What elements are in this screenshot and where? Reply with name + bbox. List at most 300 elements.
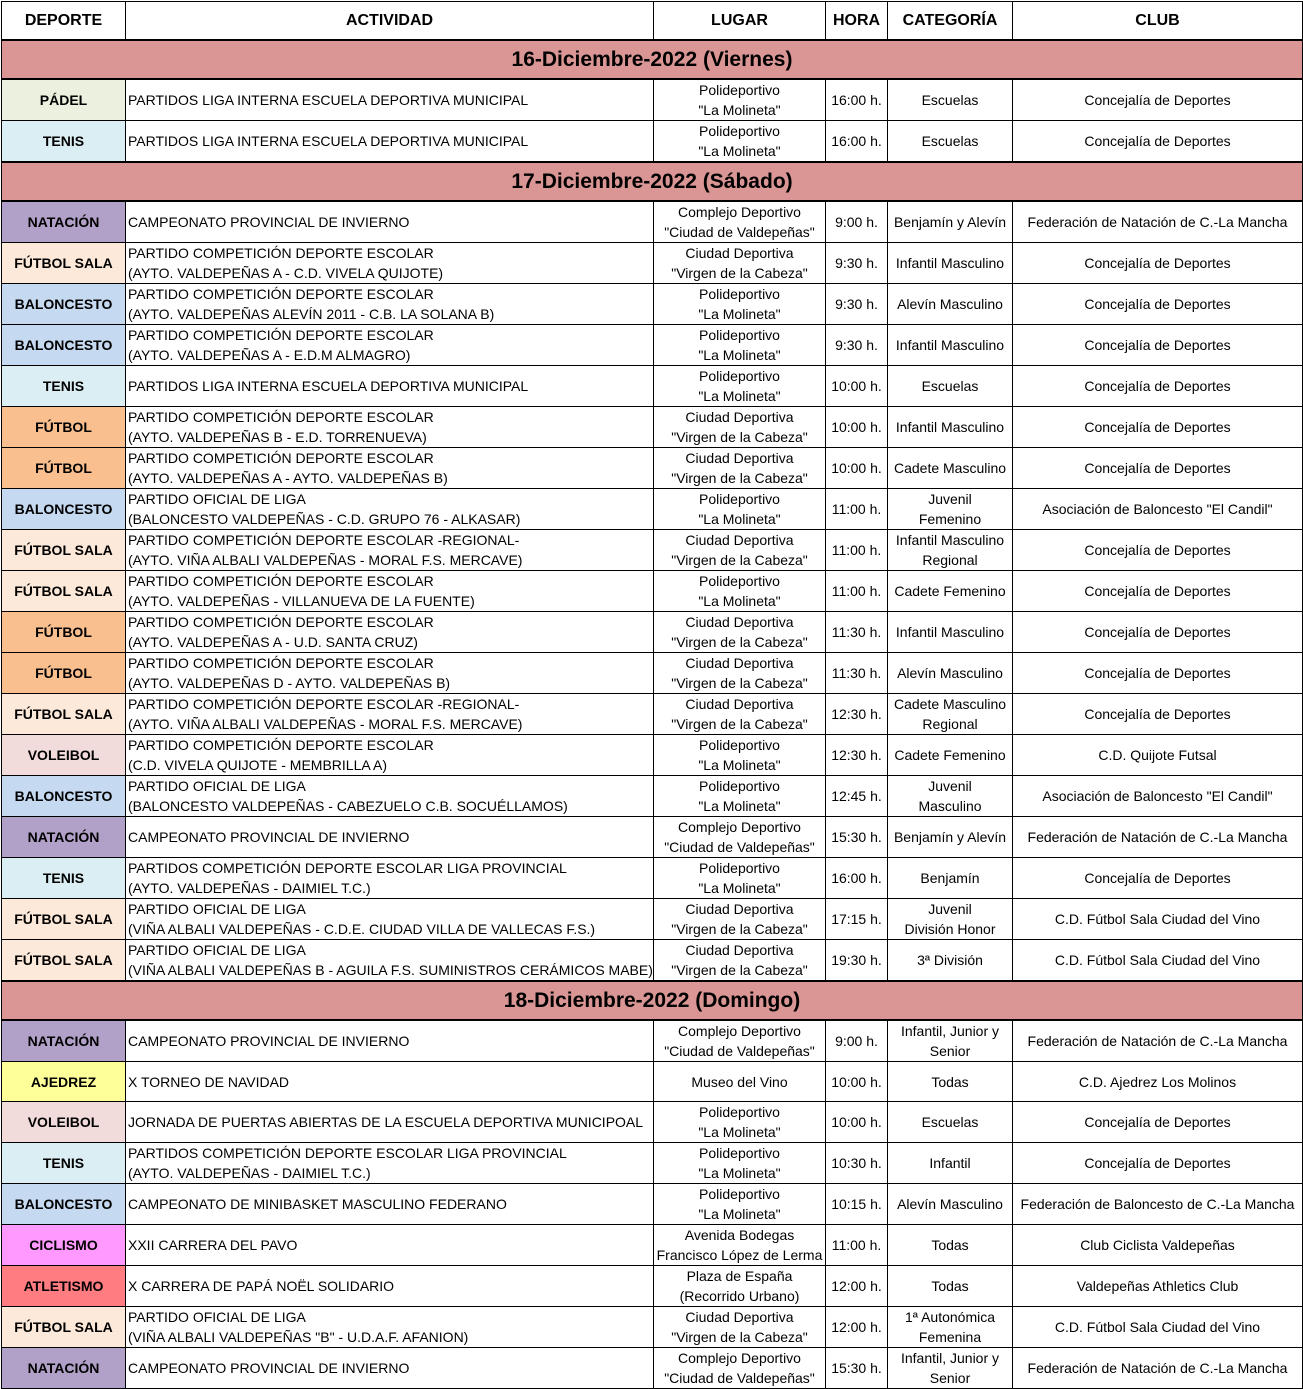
category-cell bbox=[888, 1348, 1013, 1389]
activity-line: (VIÑA ALBALI VALDEPEÑAS - C.D.E. CIUDAD VILLA DE VALLECAS F.S.) bbox=[128, 921, 596, 937]
venue-cell bbox=[654, 448, 826, 489]
activity-line: X TORNEO DE NAVIDAD bbox=[128, 1073, 290, 1090]
table-row bbox=[2, 79, 1303, 121]
sport-cell: FÚTBOL bbox=[2, 407, 126, 448]
table-row bbox=[2, 325, 1303, 366]
venue-line: "Virgen de la Cabeza" bbox=[671, 470, 808, 486]
activity-cell bbox=[126, 121, 654, 163]
category-line: Benjamín y Alevín bbox=[893, 214, 1007, 230]
activity-cell bbox=[126, 366, 654, 407]
club-cell: C.D. Fútbol Sala Ciudad del Vino bbox=[1013, 1307, 1303, 1348]
activity-cell bbox=[126, 817, 654, 858]
time-cell: 11:00 h. bbox=[826, 571, 888, 612]
table-row bbox=[2, 571, 1303, 612]
sport-cell: FÚTBOL bbox=[2, 612, 126, 653]
venue-line: Polideportivo bbox=[699, 860, 780, 876]
sport-cell: TENIS bbox=[2, 1143, 126, 1184]
activity-line: PARTIDO COMPETICIÓN DEPORTE ESCOLAR bbox=[128, 327, 434, 343]
venue-line: Polideportivo bbox=[699, 573, 780, 589]
activity-line: (VIÑA ALBALI VALDEPEÑAS B - AGUILA F.S. SUMINISTROS CERÁMICOS MABE) bbox=[128, 962, 653, 978]
category-cell bbox=[888, 817, 1013, 858]
sport-cell: VOLEIBOL bbox=[2, 1102, 126, 1143]
table-row bbox=[2, 776, 1303, 817]
category-cell bbox=[888, 940, 1013, 982]
venue-line: "La Molineta" bbox=[698, 1206, 781, 1222]
venue-line: Complejo Deportivo bbox=[678, 819, 801, 835]
club-cell: Concejalía de Deportes bbox=[1013, 1143, 1303, 1184]
sport-cell: BALONCESTO bbox=[2, 776, 126, 817]
time-cell: 11:00 h. bbox=[826, 489, 888, 530]
activity-line: (AYTO. VALDEPEÑAS A - U.D. SANTA CRUZ) bbox=[128, 634, 418, 650]
category-line: División Honor bbox=[904, 921, 996, 937]
category-cell bbox=[888, 694, 1013, 735]
header-actividad: ACTIVIDAD bbox=[126, 2, 654, 41]
category-cell bbox=[888, 1266, 1013, 1307]
category-line: Infantil Masculino bbox=[895, 337, 1005, 353]
category-cell bbox=[888, 201, 1013, 243]
sport-cell: FÚTBOL SALA bbox=[2, 899, 126, 940]
time-cell: 12:00 h. bbox=[826, 1307, 888, 1348]
club-cell: Concejalía de Deportes bbox=[1013, 243, 1303, 284]
sport-cell: TENIS bbox=[2, 366, 126, 407]
venue-line: "La Molineta" bbox=[698, 388, 781, 404]
venue-line: "Ciudad de Valdepeñas" bbox=[664, 1370, 815, 1386]
sport-cell: CICLISMO bbox=[2, 1225, 126, 1266]
club-cell: Asociación de Baloncesto "El Candil" bbox=[1013, 776, 1303, 817]
activity-line: PARTIDO COMPETICIÓN DEPORTE ESCOLAR bbox=[128, 450, 434, 466]
club-cell: Asociación de Baloncesto "El Candil" bbox=[1013, 489, 1303, 530]
category-line: Masculino bbox=[918, 798, 982, 814]
venue-line: "Virgen de la Cabeza" bbox=[671, 921, 808, 937]
time-cell: 10:00 h. bbox=[826, 366, 888, 407]
venue-line: "La Molineta" bbox=[698, 880, 781, 896]
time-cell: 12:30 h. bbox=[826, 735, 888, 776]
club-cell: Concejalía de Deportes bbox=[1013, 1102, 1303, 1143]
activity-line: PARTIDO OFICIAL DE LIGA bbox=[128, 942, 306, 958]
club-cell: Federación de Natación de C.-La Mancha bbox=[1013, 1348, 1303, 1389]
table-row bbox=[2, 899, 1303, 940]
venue-line: "Virgen de la Cabeza" bbox=[671, 716, 808, 732]
activity-cell bbox=[126, 612, 654, 653]
activity-line: (AYTO. VALDEPEÑAS A - C.D. VIVELA QUIJOTE) bbox=[128, 265, 444, 281]
activity-cell bbox=[126, 1143, 654, 1184]
activity-line: (AYTO. VALDEPEÑAS - VILLANUEVA DE LA FUENTE) bbox=[128, 593, 475, 609]
category-cell bbox=[888, 243, 1013, 284]
category-cell bbox=[888, 121, 1013, 163]
activity-cell bbox=[126, 571, 654, 612]
venue-line: Ciudad Deportiva bbox=[685, 450, 794, 466]
time-cell: 9:30 h. bbox=[826, 243, 888, 284]
category-cell bbox=[888, 1020, 1013, 1062]
venue-line: Avenida Bodegas bbox=[684, 1227, 795, 1243]
activity-line: JORNADA DE PUERTAS ABIERTAS DE LA ESCUELA DEPORTIVA MUNICIPOAL bbox=[128, 1114, 644, 1130]
sport-cell: VOLEIBOL bbox=[2, 735, 126, 776]
venue-line: Polideportivo bbox=[699, 491, 780, 507]
category-line: Infantil, Junior y bbox=[900, 1023, 1000, 1039]
activity-cell bbox=[126, 1348, 654, 1389]
day-header-row bbox=[2, 981, 1303, 1020]
venue-cell bbox=[654, 1307, 826, 1348]
table-row bbox=[2, 366, 1303, 407]
activity-cell bbox=[126, 1225, 654, 1266]
activity-line: (AYTO. VALDEPEÑAS A - E.D.M ALMAGRO) bbox=[128, 347, 411, 363]
venue-line: Polideportivo bbox=[699, 1186, 780, 1202]
venue-line: Complejo Deportivo bbox=[678, 204, 801, 220]
sport-cell: PÁDEL bbox=[2, 79, 126, 121]
venue-cell bbox=[654, 407, 826, 448]
category-line: Escuelas bbox=[921, 378, 979, 394]
club-cell: Concejalía de Deportes bbox=[1013, 407, 1303, 448]
venue-cell bbox=[654, 79, 826, 121]
activity-line: PARTIDO COMPETICIÓN DEPORTE ESCOLAR bbox=[128, 737, 434, 753]
table-row bbox=[2, 1062, 1303, 1102]
category-line: Cadete Femenino bbox=[894, 583, 1006, 599]
venue-line: Polideportivo bbox=[699, 778, 780, 794]
activity-line: PARTIDO COMPETICIÓN DEPORTE ESCOLAR bbox=[128, 573, 434, 589]
category-line: Juvenil bbox=[928, 778, 972, 794]
venue-cell bbox=[654, 694, 826, 735]
sport-cell: TENIS bbox=[2, 858, 126, 899]
venue-cell bbox=[654, 858, 826, 899]
venue-cell bbox=[654, 201, 826, 243]
activity-line: (C.D. VIVELA QUIJOTE - MEMBRILLA A) bbox=[128, 757, 388, 773]
schedule-table bbox=[1, 1, 1303, 1389]
sport-cell: FÚTBOL bbox=[2, 448, 126, 489]
venue-line: "La Molineta" bbox=[698, 102, 781, 118]
activity-cell bbox=[126, 653, 654, 694]
sport-cell: FÚTBOL SALA bbox=[2, 1307, 126, 1348]
category-line: 3ª División bbox=[917, 952, 983, 968]
venue-line: Ciudad Deportiva bbox=[685, 1309, 794, 1325]
venue-line: "La Molineta" bbox=[698, 798, 781, 814]
venue-line: Ciudad Deportiva bbox=[685, 245, 794, 261]
table-row bbox=[2, 1020, 1303, 1062]
time-cell: 9:00 h. bbox=[826, 1020, 888, 1062]
category-cell bbox=[888, 530, 1013, 571]
activity-line: (AYTO. VIÑA ALBALI VALDEPEÑAS - MORAL F.S. MERCAVE) bbox=[128, 552, 523, 568]
sport-cell: FÚTBOL SALA bbox=[2, 694, 126, 735]
activity-line: (AYTO. VIÑA ALBALI VALDEPEÑAS - MORAL F.S. MERCAVE) bbox=[128, 716, 523, 732]
category-cell bbox=[888, 1225, 1013, 1266]
table-row bbox=[2, 121, 1303, 163]
time-cell: 12:45 h. bbox=[826, 776, 888, 817]
category-line: Infantil Masculino bbox=[895, 532, 1005, 548]
activity-line: (BALONCESTO VALDEPEÑAS - C.D. GRUPO 76 - ALKASAR) bbox=[128, 511, 521, 527]
club-cell: Concejalía de Deportes bbox=[1013, 694, 1303, 735]
category-line: Todas bbox=[931, 1073, 969, 1090]
venue-cell bbox=[654, 735, 826, 776]
category-line: Benjamín bbox=[920, 870, 980, 886]
activity-line: PARTIDO COMPETICIÓN DEPORTE ESCOLAR -REGIONAL- bbox=[128, 696, 520, 712]
time-cell: 10:30 h. bbox=[826, 1143, 888, 1184]
table-row bbox=[2, 243, 1303, 284]
venue-line: Francisco López de Lerma bbox=[656, 1247, 823, 1263]
time-cell: 11:30 h. bbox=[826, 612, 888, 653]
activity-cell bbox=[126, 1307, 654, 1348]
time-cell: 11:00 h. bbox=[826, 530, 888, 571]
activity-line: PARTIDOS LIGA INTERNA ESCUELA DEPORTIVA MUNICIPAL bbox=[128, 133, 529, 149]
category-line: Infantil bbox=[929, 1155, 971, 1171]
activity-line: PARTIDO OFICIAL DE LIGA bbox=[128, 778, 306, 794]
club-cell: Concejalía de Deportes bbox=[1013, 571, 1303, 612]
venue-cell bbox=[654, 1348, 826, 1389]
day-header-row bbox=[2, 162, 1303, 201]
time-cell: 15:30 h. bbox=[826, 1348, 888, 1389]
activity-line: CAMPEONATO PROVINCIAL DE INVIERNO bbox=[128, 214, 410, 230]
club-cell: C.D. Ajedrez Los Molinos bbox=[1013, 1062, 1303, 1102]
venue-line: Ciudad Deportiva bbox=[685, 696, 794, 712]
venue-line: Ciudad Deportiva bbox=[685, 655, 794, 671]
time-cell: 11:00 h. bbox=[826, 1225, 888, 1266]
category-cell bbox=[888, 284, 1013, 325]
category-cell bbox=[888, 653, 1013, 694]
club-cell: Federación de Natación de C.-La Mancha bbox=[1013, 1020, 1303, 1062]
venue-line: Polideportivo bbox=[699, 327, 780, 343]
activity-line: (AYTO. VALDEPEÑAS ALEVÍN 2011 - C.B. LA SOLANA B) bbox=[128, 306, 495, 322]
venue-line: Polideportivo bbox=[699, 368, 780, 384]
time-cell: 9:30 h. bbox=[826, 325, 888, 366]
venue-line: Polideportivo bbox=[699, 286, 780, 302]
club-cell: Concejalía de Deportes bbox=[1013, 448, 1303, 489]
table-row bbox=[2, 489, 1303, 530]
venue-cell bbox=[654, 776, 826, 817]
activity-cell bbox=[126, 1020, 654, 1062]
activity-line: (AYTO. VALDEPEÑAS B - E.D. TORRENUEVA) bbox=[128, 429, 427, 445]
club-cell: Concejalía de Deportes bbox=[1013, 325, 1303, 366]
category-line: Femenino bbox=[918, 511, 982, 527]
venue-cell bbox=[654, 1020, 826, 1062]
time-cell: 16:00 h. bbox=[826, 121, 888, 163]
club-cell: Club Ciclista Valdepeñas bbox=[1013, 1225, 1303, 1266]
sport-cell: NATACIÓN bbox=[2, 817, 126, 858]
category-cell bbox=[888, 1143, 1013, 1184]
table-row bbox=[2, 940, 1303, 982]
venue-line: Plaza de España bbox=[686, 1268, 793, 1284]
time-cell: 12:30 h. bbox=[826, 694, 888, 735]
venue-line: Ciudad Deportiva bbox=[685, 614, 794, 630]
club-cell: C.D. Fútbol Sala Ciudad del Vino bbox=[1013, 899, 1303, 940]
venue-cell bbox=[654, 1143, 826, 1184]
time-cell: 10:00 h. bbox=[826, 407, 888, 448]
activity-cell bbox=[126, 1266, 654, 1307]
table-row bbox=[2, 201, 1303, 243]
sport-cell: NATACIÓN bbox=[2, 1348, 126, 1389]
club-cell: Federación de Natación de C.-La Mancha bbox=[1013, 817, 1303, 858]
club-cell: Concejalía de Deportes bbox=[1013, 79, 1303, 121]
header-deporte: DEPORTE bbox=[2, 2, 126, 41]
activity-cell bbox=[126, 243, 654, 284]
venue-cell bbox=[654, 325, 826, 366]
activity-cell bbox=[126, 858, 654, 899]
activity-cell bbox=[126, 79, 654, 121]
time-cell: 10:00 h. bbox=[826, 1062, 888, 1102]
venue-cell bbox=[654, 489, 826, 530]
sport-cell: TENIS bbox=[2, 121, 126, 163]
category-line: Alevín Masculino bbox=[897, 296, 1003, 312]
activity-line: PARTIDO COMPETICIÓN DEPORTE ESCOLAR bbox=[128, 245, 434, 261]
venue-cell bbox=[654, 612, 826, 653]
time-cell: 17:15 h. bbox=[826, 899, 888, 940]
category-cell bbox=[888, 858, 1013, 899]
sport-cell: FÚTBOL bbox=[2, 653, 126, 694]
table-row bbox=[2, 1266, 1303, 1307]
activity-line: PARTIDOS COMPETICIÓN DEPORTE ESCOLAR LIGA PROVINCIAL bbox=[128, 1145, 567, 1161]
venue-line: "La Molineta" bbox=[698, 306, 781, 322]
venue-cell bbox=[654, 1184, 826, 1225]
category-line: Alevín Masculino bbox=[897, 665, 1003, 681]
venue-line: "Ciudad de Valdepeñas" bbox=[664, 1043, 815, 1059]
club-cell: Valdepeñas Athletics Club bbox=[1013, 1266, 1303, 1307]
category-line: Escuelas bbox=[921, 1114, 979, 1130]
sport-cell: NATACIÓN bbox=[2, 201, 126, 243]
venue-cell bbox=[654, 1102, 826, 1143]
venue-line: "Virgen de la Cabeza" bbox=[671, 552, 808, 568]
table-row bbox=[2, 1348, 1303, 1389]
category-line: Juvenil bbox=[928, 901, 972, 917]
venue-cell bbox=[654, 1266, 826, 1307]
category-line: Senior bbox=[929, 1370, 971, 1386]
table-row bbox=[2, 653, 1303, 694]
category-line: Infantil Masculino bbox=[895, 255, 1005, 271]
table-row bbox=[2, 530, 1303, 571]
venue-line: (Recorrido Urbano) bbox=[679, 1288, 800, 1304]
venue-line: "Virgen de la Cabeza" bbox=[671, 634, 808, 650]
club-cell: C.D. Quijote Futsal bbox=[1013, 735, 1303, 776]
venue-line: "Virgen de la Cabeza" bbox=[671, 962, 808, 978]
header-row bbox=[2, 2, 1303, 41]
activity-line: PARTIDO COMPETICIÓN DEPORTE ESCOLAR bbox=[128, 409, 434, 425]
activity-line: PARTIDO OFICIAL DE LIGA bbox=[128, 901, 306, 917]
table-row bbox=[2, 284, 1303, 325]
activity-line: PARTIDOS LIGA INTERNA ESCUELA DEPORTIVA MUNICIPAL bbox=[128, 92, 529, 108]
venue-line: "Virgen de la Cabeza" bbox=[671, 265, 808, 281]
venue-line: Ciudad Deportiva bbox=[685, 942, 794, 958]
activity-cell bbox=[126, 776, 654, 817]
category-line: Escuelas bbox=[921, 92, 979, 108]
club-cell: Concejalía de Deportes bbox=[1013, 121, 1303, 163]
venue-cell bbox=[654, 1062, 826, 1102]
header-lugar: LUGAR bbox=[654, 2, 826, 41]
table-row bbox=[2, 817, 1303, 858]
category-cell bbox=[888, 735, 1013, 776]
venue-cell bbox=[654, 284, 826, 325]
category-line: Infantil Masculino bbox=[895, 624, 1005, 640]
venue-line: Polideportivo bbox=[699, 1145, 780, 1161]
activity-cell bbox=[126, 899, 654, 940]
club-cell: Federación de Natación de C.-La Mancha bbox=[1013, 201, 1303, 243]
category-line: Cadete Femenino bbox=[894, 747, 1006, 763]
category-line: Infantil, Junior y bbox=[900, 1350, 1000, 1366]
category-line: Cadete Masculino bbox=[893, 460, 1007, 476]
time-cell: 15:30 h. bbox=[826, 817, 888, 858]
venue-cell bbox=[654, 899, 826, 940]
category-cell bbox=[888, 1102, 1013, 1143]
activity-line: (BALONCESTO VALDEPEÑAS - CABEZUELO C.B. SOCUÉLLAMOS) bbox=[128, 798, 568, 814]
time-cell: 16:00 h. bbox=[826, 858, 888, 899]
sport-cell: FÚTBOL SALA bbox=[2, 571, 126, 612]
venue-line: "La Molineta" bbox=[698, 757, 781, 773]
category-line: Todas bbox=[931, 1237, 969, 1253]
category-line: Regional bbox=[922, 552, 978, 568]
activity-line: CAMPEONATO PROVINCIAL DE INVIERNO bbox=[128, 1033, 410, 1049]
category-cell bbox=[888, 1307, 1013, 1348]
activity-line: PARTIDO OFICIAL DE LIGA bbox=[128, 491, 306, 507]
category-cell bbox=[888, 1062, 1013, 1102]
table-row bbox=[2, 1225, 1303, 1266]
activity-cell bbox=[126, 325, 654, 366]
club-cell: Concejalía de Deportes bbox=[1013, 653, 1303, 694]
activity-line: PARTIDOS LIGA INTERNA ESCUELA DEPORTIVA MUNICIPAL bbox=[128, 378, 529, 394]
category-line: Alevín Masculino bbox=[897, 1196, 1003, 1212]
sport-cell: BALONCESTO bbox=[2, 1184, 126, 1225]
table-row bbox=[2, 448, 1303, 489]
venue-cell bbox=[654, 121, 826, 163]
sport-cell: BALONCESTO bbox=[2, 325, 126, 366]
category-line: Juvenil bbox=[928, 491, 972, 507]
activity-line: (AYTO. VALDEPEÑAS - DAIMIEL T.C.) bbox=[128, 880, 371, 896]
category-cell bbox=[888, 776, 1013, 817]
activity-cell bbox=[126, 1184, 654, 1225]
venue-cell bbox=[654, 940, 826, 982]
category-cell bbox=[888, 571, 1013, 612]
table-row bbox=[2, 1102, 1303, 1143]
venue-cell bbox=[654, 817, 826, 858]
category-cell bbox=[888, 79, 1013, 121]
time-cell: 10:00 h. bbox=[826, 448, 888, 489]
activity-line: X CARRERA DE PAPÁ NOËL SOLIDARIO bbox=[128, 1278, 395, 1294]
time-cell: 11:30 h. bbox=[826, 653, 888, 694]
venue-line: "La Molineta" bbox=[698, 593, 781, 609]
activity-cell bbox=[126, 284, 654, 325]
day-title: 18-Diciembre-2022 (Domingo) bbox=[2, 981, 1303, 1020]
activity-line: (VIÑA ALBALI VALDEPEÑAS "B" - U.D.A.F. AFANION) bbox=[128, 1329, 469, 1345]
venue-line: Complejo Deportivo bbox=[678, 1350, 801, 1366]
header-hora: HORA bbox=[826, 2, 888, 41]
table-row bbox=[2, 735, 1303, 776]
sport-cell: AJEDREZ bbox=[2, 1062, 126, 1102]
venue-line: Ciudad Deportiva bbox=[685, 409, 794, 425]
venue-line: Polideportivo bbox=[699, 1104, 780, 1120]
category-cell bbox=[888, 489, 1013, 530]
venue-line: Ciudad Deportiva bbox=[685, 901, 794, 917]
venue-line: Ciudad Deportiva bbox=[685, 532, 794, 548]
category-line: 1ª Autonómica bbox=[904, 1309, 995, 1325]
time-cell: 10:15 h. bbox=[826, 1184, 888, 1225]
venue-line: "La Molineta" bbox=[698, 511, 781, 527]
venue-cell bbox=[654, 530, 826, 571]
schedule-body bbox=[2, 40, 1303, 1389]
venue-cell bbox=[654, 1225, 826, 1266]
category-line: Escuelas bbox=[921, 133, 979, 149]
time-cell: 9:00 h. bbox=[826, 201, 888, 243]
activity-line: PARTIDO OFICIAL DE LIGA bbox=[128, 1309, 306, 1325]
venue-line: "Virgen de la Cabeza" bbox=[671, 675, 808, 691]
table-row bbox=[2, 1184, 1303, 1225]
activity-cell bbox=[126, 1062, 654, 1102]
sport-cell: FÚTBOL SALA bbox=[2, 243, 126, 284]
activity-line: PARTIDO COMPETICIÓN DEPORTE ESCOLAR bbox=[128, 286, 434, 302]
venue-line: "La Molineta" bbox=[698, 347, 781, 363]
day-header-row bbox=[2, 40, 1303, 79]
activity-line: PARTIDOS COMPETICIÓN DEPORTE ESCOLAR LIGA PROVINCIAL bbox=[128, 860, 567, 876]
category-cell bbox=[888, 325, 1013, 366]
venue-cell bbox=[654, 243, 826, 284]
activity-cell bbox=[126, 694, 654, 735]
venue-cell bbox=[654, 366, 826, 407]
table-row bbox=[2, 1143, 1303, 1184]
day-title: 16-Diciembre-2022 (Viernes) bbox=[2, 40, 1303, 79]
category-line: Senior bbox=[929, 1043, 971, 1059]
